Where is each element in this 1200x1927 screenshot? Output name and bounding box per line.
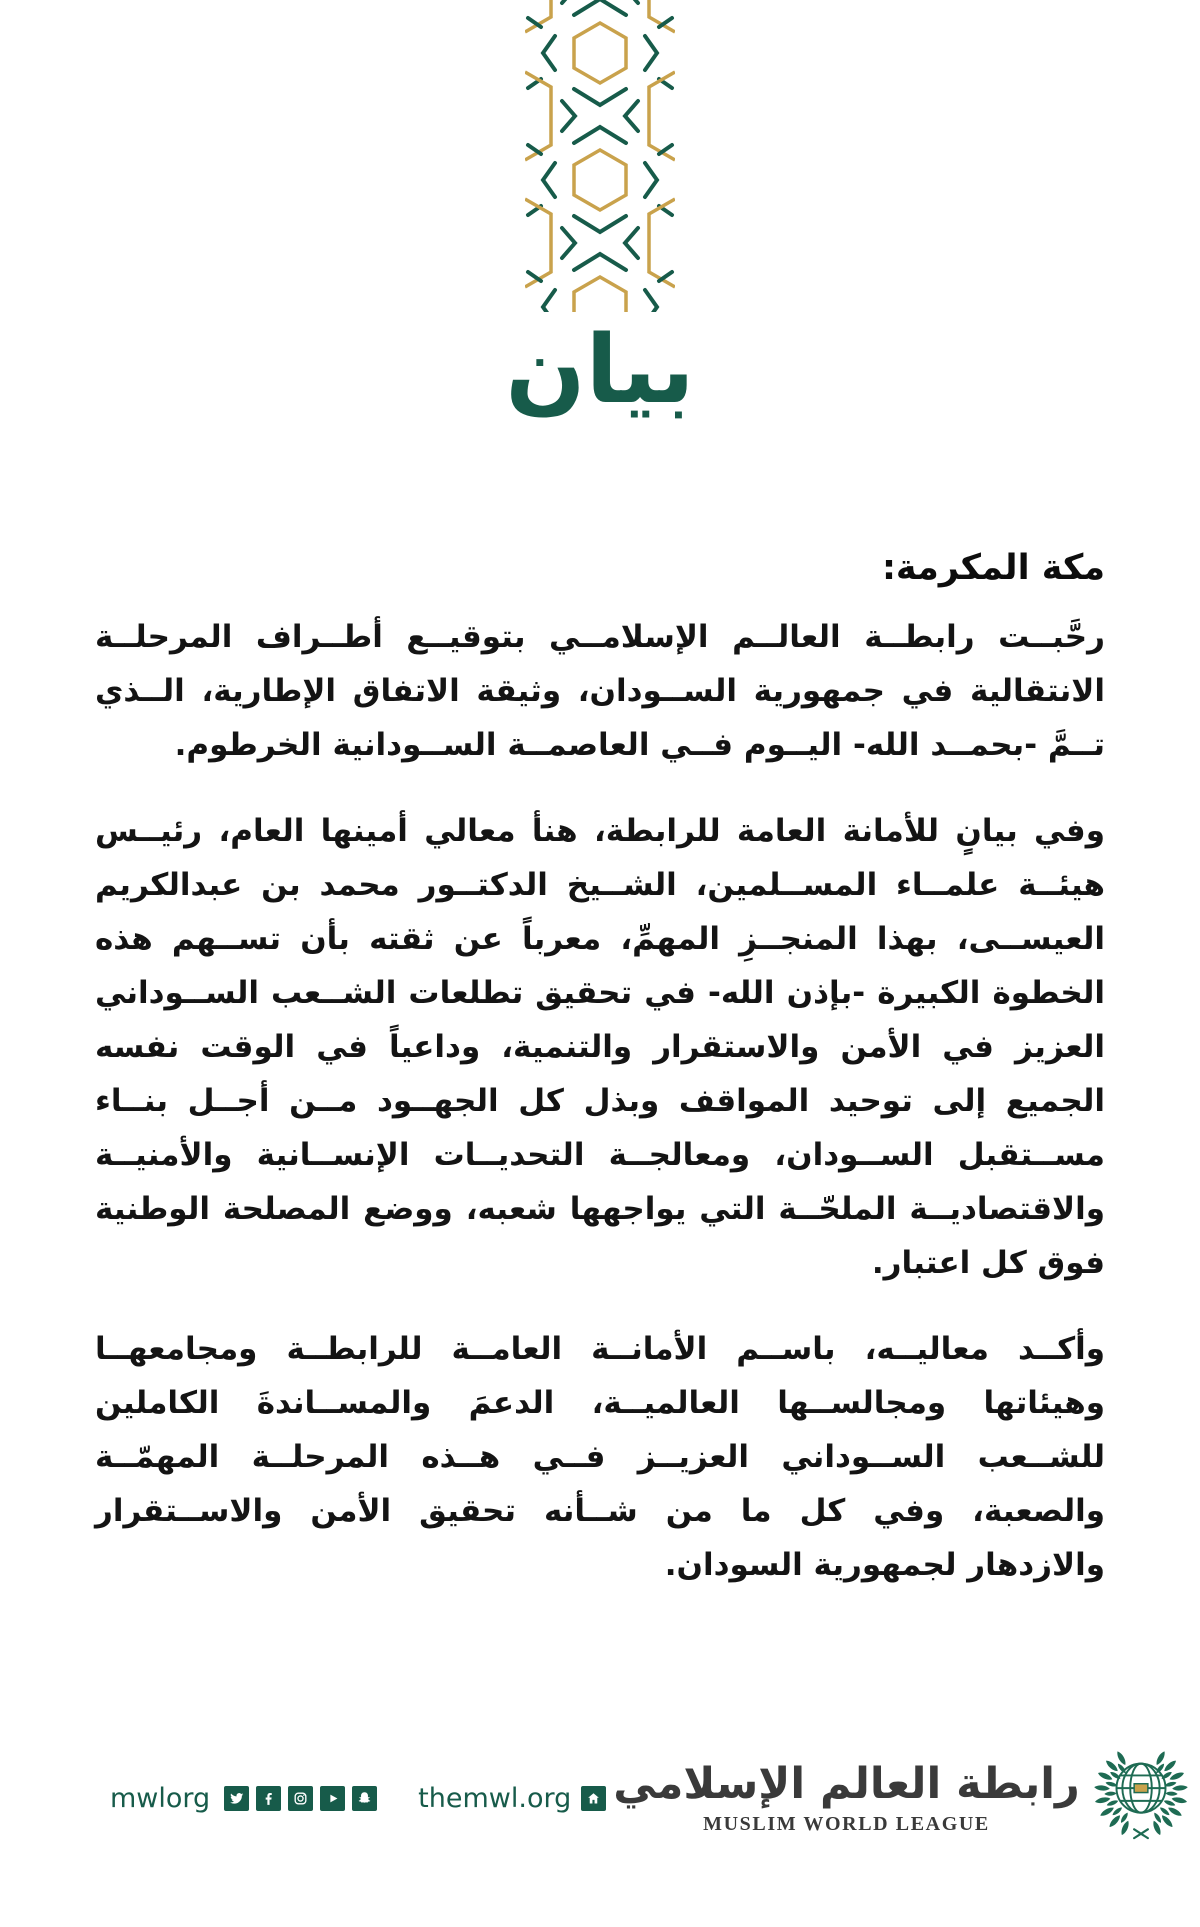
- paragraph-2: وفي بيانٍ للأمانة العامة للرابطة، هنأ معالي أمينها العام، رئيــس هيئــة علمــاء المســلمين، الشــيخ الدكتــور محمد بن عبدالكريم العيســى، بهذا المنجــزِ المهمِّ، معرباً عن ثقته بأن تســهم هذه الخطوة الكبيرة -بإذن الله- في تحقيق تطلعات الشــعب الســوداني العزيز في الأمن والاستقرار والتنمية، وداعياً في الوقت نفسه الجميع إلى توحيد المواقف وبذل كل الجهــود مــن أجــل بنــاء مســتقبل الســودان، ومعالجــة التحديــات الإنســانية والأمنيــة والاقتصاديــة الملحّــة التي يواجهها شعبه، ووضع المصلحة الوطنية فوق كل اعتبار.: [95, 813, 1105, 1281]
- paragraph-1: رحَّبــت رابطــة العالــم الإسلامــي بتوقيــع أطــراف المرحلــة الانتقالية في جمهورية الســودان، وثيقة الاتفاق الإطارية، الــذي تــمَّ -بحمــد الله- اليــوم فــي العاصمــة الســودانية الخرطوم.: [95, 619, 1105, 763]
- pattern-svg: [525, 0, 675, 312]
- statement-title: بيان: [505, 316, 695, 425]
- home-icon[interactable]: [581, 1786, 606, 1811]
- social-handle: mwlorg: [110, 1782, 211, 1814]
- twitter-icon[interactable]: [224, 1786, 249, 1811]
- location-heading: مكة المكرمة:: [881, 548, 1105, 588]
- mwl-logo: [613, 1745, 1190, 1851]
- social-links-row: [110, 1783, 613, 1814]
- website-url[interactable]: themwl.org: [418, 1782, 572, 1814]
- islamic-pattern-decoration: [525, 0, 675, 312]
- mwl-logo-arabic: رابطة العالم الإسلامي: [613, 1758, 1080, 1809]
- mwl-logo-text: [613, 1760, 1080, 1836]
- paragraph-3: وأكــد معاليــه، باســم الأمانــة العامــة للرابطــة ومجامعهــا وهيئاتها ومجالســها العالميــة، الدعمَ والمســاندةَ الكاملين للشــعب الســوداني العزيــز فــي هــذه المرحلــة المهمّــة والصعبة، وفي كل ما من شــأنه تحقيق الأمن والاســتقرار والازدهار لجمهورية السودان.: [95, 1331, 1105, 1583]
- mwl-logo-english: MUSLIM WORLD LEAGUE: [703, 1813, 990, 1836]
- instagram-icon[interactable]: [288, 1786, 313, 1811]
- footer: [0, 1738, 1200, 1858]
- snapchat-icon[interactable]: [352, 1786, 377, 1811]
- statement-body: [95, 548, 1105, 1624]
- mwl-emblem: [1092, 1745, 1190, 1851]
- facebook-icon[interactable]: [256, 1786, 281, 1811]
- youtube-icon[interactable]: [320, 1786, 345, 1811]
- wreath-globe-icon: [1092, 1745, 1190, 1847]
